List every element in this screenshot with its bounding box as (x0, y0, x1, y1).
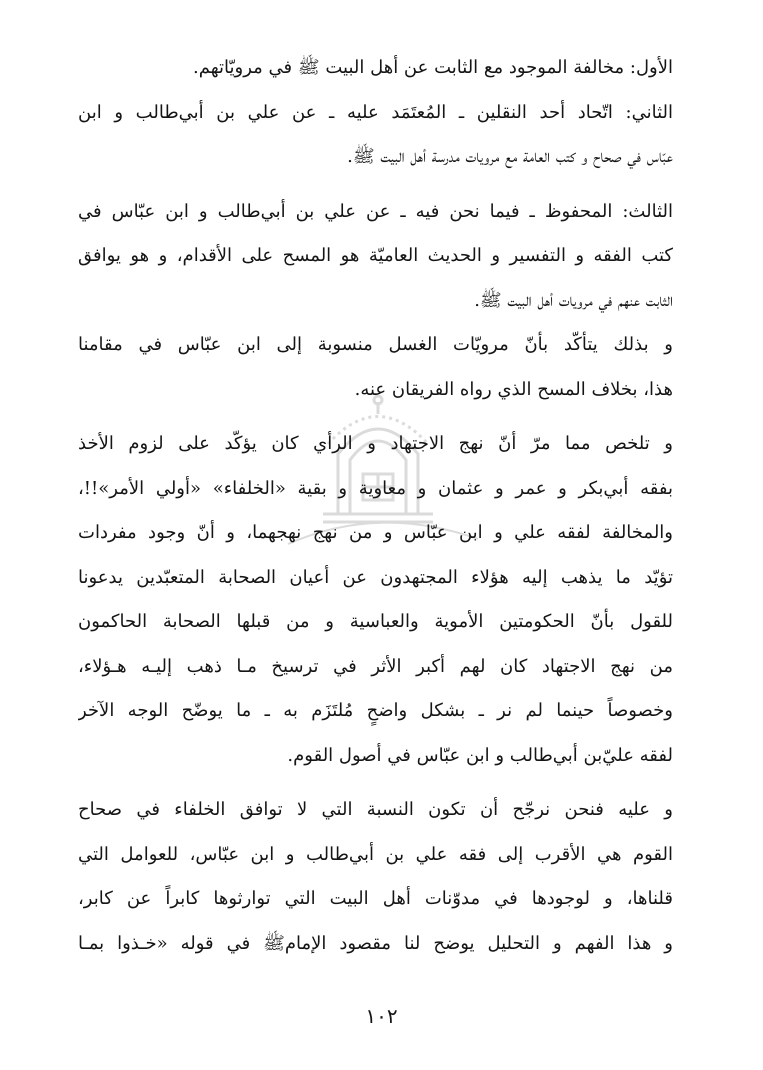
text-line: الأول: مخالفة الموجود مع الثابت عن أهل البيت ﷺ في مرويّاتهم. (193, 57, 673, 78)
text-line: و بذلك يتأكّد بأنّ مرويّات الغسل منسوبة إلى ابن عبّاس في مقامنا (78, 334, 673, 355)
text-line: الثابت عنهم في مرويات أهل البيت ﷺ. (474, 289, 673, 311)
text-line: كتب الفقه و التفسير و الحديث العاميّة هو المسح على الأقدام، و هو يوافق (78, 245, 673, 266)
text-line: هذا، بخلاف المسح الذي رواه الفريقان عنه. (354, 378, 673, 400)
text-line: للقول بأنّ الحكومتين الأموية والعباسية و من قبلها الصحابة الحاكمون (78, 611, 673, 632)
text-line: و عليه فنحن نرجّح أن تكون النسبة التي لا توافق الخلفاء في صحاح (78, 799, 673, 820)
text-line: عبّاس في صحاح و كتب العامة مع مرويات مدرسة أهل البيت ﷺ. (347, 146, 673, 167)
page-number: ١٠٢ (365, 1004, 398, 1028)
text-line: القوم هي الأقرب إلى فقه علي بن أبي‌طالب و ابن عبّاس، للعوامل التي (78, 843, 673, 865)
text-line: الثالث: المحفوظ ـ فيما نحن فيه ـ عن علي بن أبي‌طالب و ابن عبّاس في (78, 200, 673, 222)
body-text (78, 46, 673, 966)
text-line: و تلخص مما مرّ أنّ نهج الاجتهاد و الرأي كان يؤكّد على لزوم الأخذ (78, 433, 673, 454)
text-line: قلناها، و لوجودها في مدوّنات أهل البيت التي توارثوها كابراً عن كابر، (78, 888, 673, 909)
text-line: و هذا الفهم و التحليل يوضح لنا مقصود الإمامﷺ في قوله «خـذوا بمـا (78, 932, 673, 954)
text-line: وخصوصاً حينما لم نر ـ بشكل واضحٍ مُلتَزَم به ـ ما يوضّح الوجه الآخر (78, 700, 673, 721)
text-line: تؤيّد ما يذهب إليه هؤلاء المجتهدون عن أعيان الصحابة المتعبّدين يدعونا (78, 566, 673, 588)
text-line: من نهج الاجتهاد كان لهم أكبر الأثر في ترسيخ مـا ذهب إليـه هـؤلاء، (78, 655, 673, 677)
text-line: الثاني: اتّحاد أحد النقلين ـ المُعتَمَد عليه ـ عن علي بن أبي‌طالب و ابن (78, 101, 673, 123)
text-line: لفقه عليّ‌بن أبي‌طالب و ابن عبّاس في أصول القوم. (287, 744, 673, 766)
text-line: والمخالفة لفقه علي و ابن عبّاس و من نهج نهجهما، و أنّ وجود مفردات (78, 522, 673, 543)
text-line: بفقه أبي‌بكر و عمر و عثمان و معاوية و بقية «الخلفاء» «أولي الأمر»!!، (78, 477, 673, 499)
